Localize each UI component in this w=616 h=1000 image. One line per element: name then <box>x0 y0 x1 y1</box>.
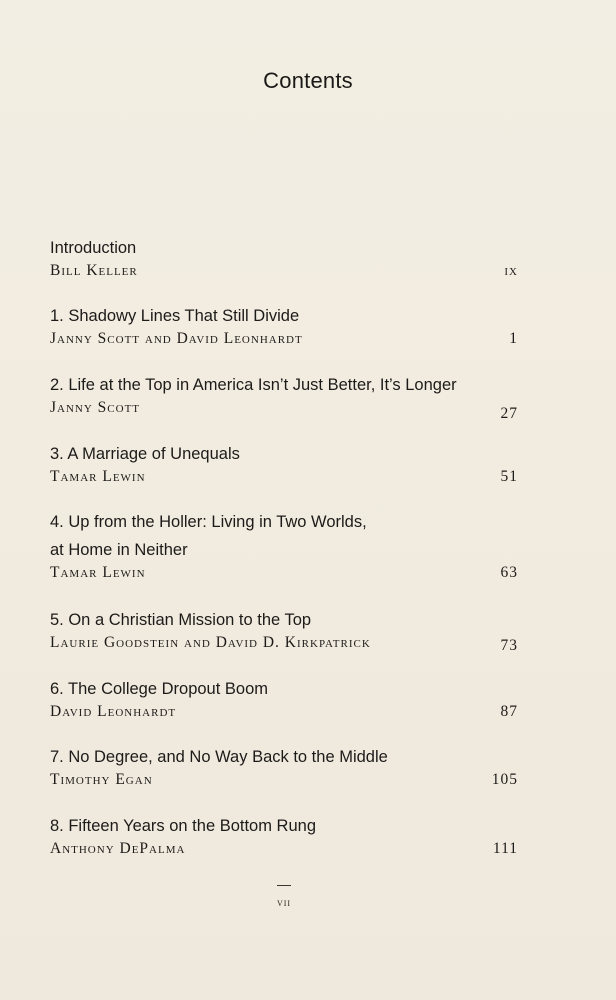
chapter-page-number: 105 <box>491 771 518 788</box>
toc-entry-2 <box>50 373 518 427</box>
chapter-author: Bill Keller <box>50 262 138 279</box>
chapter-title-continued: at Home in Neither <box>50 541 188 559</box>
chapter-author: Anthony DePalma <box>50 840 186 857</box>
chapter-page-number: 63 <box>500 564 518 581</box>
chapter-title: 7. No Degree, and No Way Back to the Middle <box>50 748 388 766</box>
chapter-author: David Leonhardt <box>50 703 177 720</box>
toc-entry-6 <box>50 677 518 723</box>
page-title: Contents <box>263 68 353 93</box>
chapter-page-number: 87 <box>500 703 518 720</box>
chapter-title: 6. The College Dropout Boom <box>50 680 268 698</box>
chapter-title: 4. Up from the Holler: Living in Two Worlds, <box>50 513 367 531</box>
chapter-author: Laurie Goodstein and David D. Kirkpatrick <box>50 634 371 651</box>
chapter-title: 1. Shadowy Lines That Still Divide <box>50 307 300 325</box>
toc-entry-introduction <box>50 236 518 282</box>
chapter-title: 3. A Marriage of Unequals <box>50 445 240 463</box>
toc-entry-1 <box>50 304 518 350</box>
page-folio: vii <box>276 895 292 909</box>
toc-entry-8 <box>50 814 518 860</box>
toc-entry-4 <box>50 510 518 584</box>
author-line <box>50 701 518 723</box>
chapter-title: 5. On a Christian Mission to the Top <box>50 611 312 629</box>
author-line <box>50 769 518 791</box>
toc-entry-5 <box>50 608 518 654</box>
chapter-author: Janny Scott and David Leonhardt <box>50 330 303 347</box>
folio-rule <box>277 885 291 886</box>
chapter-title: 8. Fifteen Years on the Bottom Rung <box>50 817 317 835</box>
author-line <box>50 328 518 350</box>
chapter-page-number: 73 <box>500 637 518 654</box>
author-line <box>50 397 518 427</box>
chapter-author: Timothy Egan <box>50 771 153 788</box>
author-line <box>50 562 518 584</box>
author-line <box>50 260 518 282</box>
chapter-page-number: ix <box>504 262 518 279</box>
chapter-author: Tamar Lewin <box>50 468 146 485</box>
chapter-author: Janny Scott <box>50 399 141 416</box>
chapter-title: Introduction <box>50 239 137 257</box>
chapter-title: 2. Life at the Top in America Isn’t Just Better, It’s Longer <box>50 376 457 394</box>
author-line <box>50 466 518 488</box>
toc-entry-7 <box>50 745 518 791</box>
chapter-page-number: 27 <box>500 405 518 422</box>
author-line <box>50 838 518 860</box>
chapter-page-number: 111 <box>492 840 518 857</box>
author-line <box>50 632 518 654</box>
chapter-page-number: 1 <box>509 330 518 347</box>
chapter-page-number: 51 <box>500 468 518 485</box>
chapter-author: Tamar Lewin <box>50 564 146 581</box>
toc-entry-3 <box>50 442 518 488</box>
